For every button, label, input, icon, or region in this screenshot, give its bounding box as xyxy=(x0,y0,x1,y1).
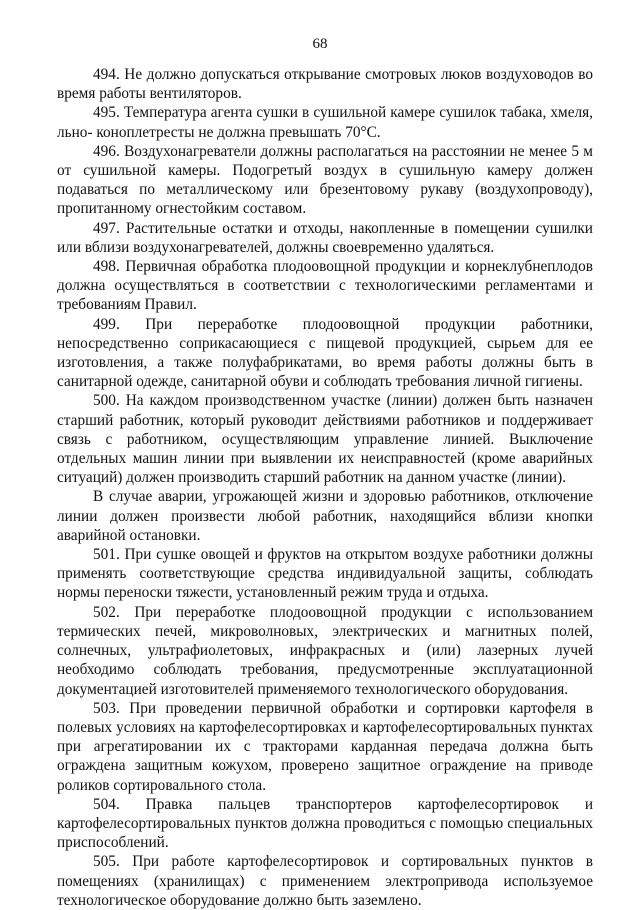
paragraph-498: 498. Первичная обработка плодоовощной продукции и корнеклубнеплодов должна осуществляться в соответствии с технологическими регламентами и требованиям Правил. xyxy=(57,258,593,314)
paragraph-500: 500. На каждом производственном участке (линии) должен быть назначен старший работник, который руководит действиями работников и поддерживает связь с работником, осуществляющим управление линией. Выключение отдельных машин линии при выявлении их неисправностей (кроме аварийных ситуаций) должен производить старший работник на данном участке (линии). xyxy=(57,392,593,487)
document-body xyxy=(57,65,593,910)
paragraph-501: 501. При сушке овощей и фруктов на открытом воздухе работники должны применять соответствующие средства индивидуальной защиты, соблюдать нормы переноски тяжести, установленный режим труда и отдыха. xyxy=(57,546,593,602)
paragraph-500-emergency: В случае аварии, угрожающей жизни и здоровью работников, отключение линии должен произвести любой работник, находящийся вблизи кнопки аварийной остановки. xyxy=(57,488,593,544)
paragraph-504: 504. Правка пальцев транспортеров картофелесортировок и картофелесортировальных пунктов должна проводиться с помощью специальных приспособлений. xyxy=(57,795,593,852)
paragraph-502: 502. При переработке плодоовощной продукции с использованием термических печей, микроволновых, электрических и магнитных полей, солнечных, ультрафиолетовых, инфракрасных и (или) лазерных лучей необходимо соблюдать требования, предусмотренные эксплуатационной документацией изготовителей применяемого технологического оборудования. xyxy=(57,603,593,698)
paragraph-496: 496. Воздухонагреватели должны располагаться на расстоянии не менее 5 м от сушильной камеры. Подогретый воздух в сушильную камеру должен подаваться по металлическому или брезентовому рукаву (воздухопроводу), пропитанному огнестойким составом. xyxy=(57,142,593,218)
page-number: 68 xyxy=(312,36,328,52)
paragraph-505: 505. При работе картофелесортировок и сортировальных пунктов в помещениях (хранилищах) с применением электропривода используемое технологическое оборудование должно быть заземлено. xyxy=(57,853,593,909)
paragraph-495: 495. Температура агента сушки в сушильной камере сушилок табака, хмеля, льно- коноплетресты не должна превышать 70°С. xyxy=(57,104,593,141)
paragraph-499: 499. При переработке плодоовощной продукции работники, непосредственно соприкасающиеся с пищевой продукцией, сырьем для ее изготовления, а также полуфабрикатами, во время работы должны быть в санитарной одежде, санитарной обуви и соблюдать требования личной гигиены. xyxy=(57,315,593,391)
paragraph-494: 494. Не должно допускаться открывание смотровых люков воздуховодов во время работы вентиляторов. xyxy=(57,66,593,103)
paragraph-503: 503. При проведении первичной обработки и сортировки картофеля в полевых условиях на картофелесортировках и картофелесортировальных пунктах при агрегатировании их с тракторами карданная передача должна быть ограждена защитным кожухом, проверено защитное ограждение на приводе роликов сортировального стола. xyxy=(57,699,593,794)
paragraph-497: 497. Растительные остатки и отходы, накопленные в помещении сушилки или вблизи воздухонагревателей, должны своевременно удаляться. xyxy=(57,219,593,256)
